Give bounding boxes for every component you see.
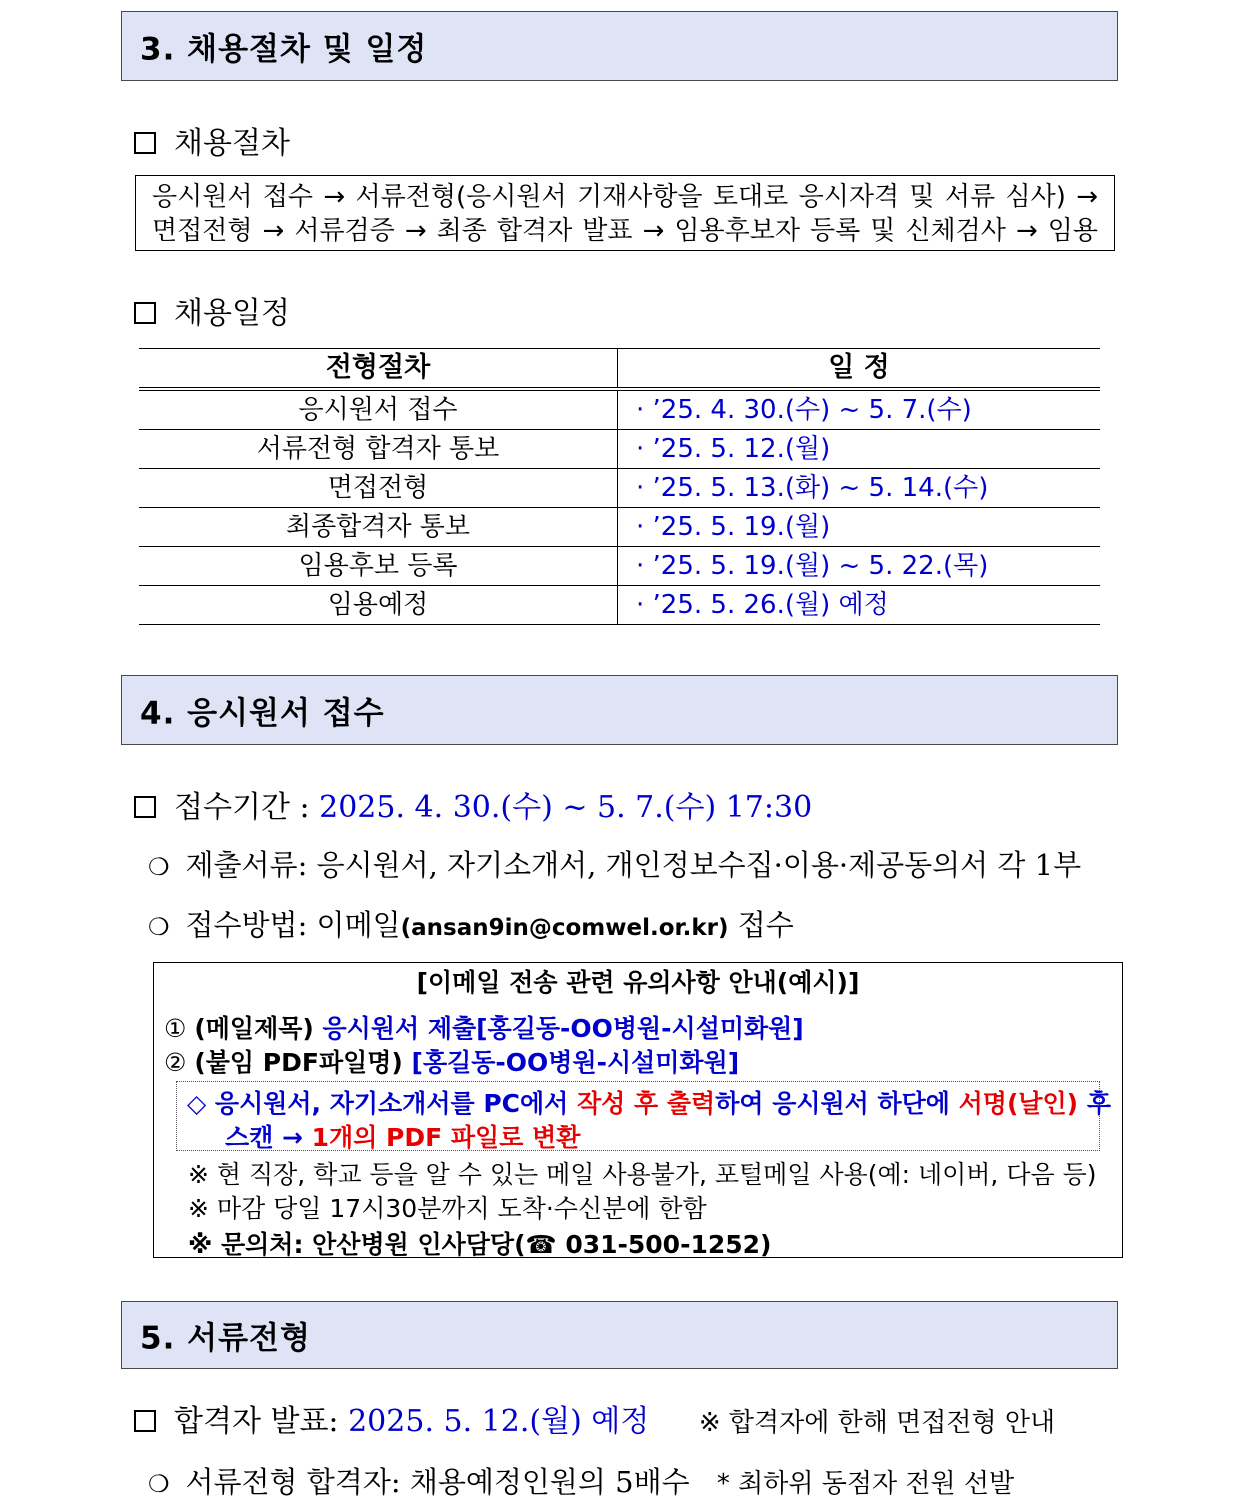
square-bullet-icon: [134, 1410, 156, 1432]
method-email: (ansan9in@comwel.or.kr): [400, 915, 729, 941]
table-row: [139, 547, 1100, 586]
section-4-header: [121, 675, 1118, 745]
notice-title: [이메일 전송 관련 유의사항 안내(예시)]: [416, 968, 860, 997]
table-cell-date: · ’25. 5. 26.(월) 예정: [618, 586, 1101, 625]
procedure-heading: 채용절차: [134, 118, 290, 162]
schedule-table: [139, 348, 1100, 625]
method-line: ❍ 접수방법: 이메일(ansan9in@comwel.or.kr) 접수: [148, 908, 794, 942]
table-cell-date: · ’25. 5. 19.(월) ~ 5. 22.(목): [618, 547, 1101, 586]
docs-value: 응시원서, 자기소개서, 개인정보수집·이용·제공동의서 각 1부: [316, 848, 1082, 882]
table-cell-date: · ’25. 5. 13.(화) ~ 5. 14.(수): [618, 469, 1101, 508]
table-header-row: [139, 349, 1100, 390]
notice-highlight-box: [176, 1081, 1111, 1152]
table-cell-step: 임용예정: [139, 586, 618, 625]
circle-bullet-icon: ❍: [148, 1470, 170, 1498]
table-row: [139, 430, 1100, 469]
table-cell-step: 면접전형: [139, 469, 618, 508]
procedure-box: [135, 175, 1115, 251]
notice-note-1: ※ 현 직장, 학교 등을 알 수 있는 메일 사용불가, 포털메일 사용(예: 네이버, 다음 등): [188, 1160, 1097, 1189]
square-bullet-icon: [134, 796, 156, 818]
square-bullet-icon: [134, 302, 156, 324]
pass-line: ❍ 서류전형 합격자: 채용예정인원의 5배수 * 최하위 동점자 전원 선발: [148, 1465, 1015, 1499]
highlight-line-2: 스캔 → 1개의 PDF 파일로 변환: [225, 1123, 581, 1152]
circle-bullet-icon: ❍: [148, 913, 170, 941]
table-cell-step: 응시원서 접수: [139, 389, 618, 430]
square-bullet-icon: [134, 132, 156, 154]
announce-value: 2025. 5. 12.(월) 예정: [348, 1404, 650, 1439]
section-5-header: [121, 1301, 1118, 1369]
table-row: [139, 389, 1100, 430]
table-header-date: 일 정: [618, 349, 1101, 390]
procedure-line-2: 면접전형 → 서류검증 → 최종 합격자 발표 → 임용후보자 등록 및 신체검사 → 임용: [152, 216, 1098, 246]
table-header-step: 전형절차: [139, 349, 618, 390]
notice-item-1: ① (메일제목) 응시원서 제출[홍길동-OO병원-시설미화원]: [164, 1014, 804, 1043]
table-cell-date: · ’25. 4. 30.(수) ~ 5. 7.(수): [618, 389, 1101, 430]
announce-note: ※ 합격자에 한해 면접전형 안내: [698, 1408, 1056, 1438]
table-row: [139, 586, 1100, 625]
table-row: [139, 508, 1100, 547]
table-cell-step: 임용후보 등록: [139, 547, 618, 586]
table-cell-step: 서류전형 합격자 통보: [139, 430, 618, 469]
table-cell-date: · ’25. 5. 19.(월): [618, 508, 1101, 547]
procedure-line-1: 응시원서 접수 → 서류전형(응시원서 기재사항을 토대로 응시자격 및 서류 심사) →: [152, 182, 1098, 212]
email-notice-box: [153, 962, 1123, 1258]
table-cell-step: 최종합격자 통보: [139, 508, 618, 547]
period-line: 접수기간 : 2025. 4. 30.(수) ~ 5. 7.(수) 17:30: [134, 782, 812, 826]
docs-line: ❍ 제출서류: 응시원서, 자기소개서, 개인정보수집·이용·제공동의서 각 1부: [148, 848, 1082, 882]
circle-bullet-icon: ❍: [148, 853, 170, 881]
notice-contact: ※ 문의처: 안산병원 인사담당(☎ 031-500-1252): [188, 1230, 772, 1259]
section-3-header: [121, 11, 1118, 81]
schedule-heading: 채용일정: [134, 288, 290, 332]
section-4-title: 4. 응시원서 접수: [140, 695, 385, 732]
table-row: [139, 469, 1100, 508]
pass-note: * 최하위 동점자 전원 선발: [716, 1469, 1015, 1499]
section-5-title: 5. 서류전형: [140, 1320, 311, 1357]
section-3-title: 3. 채용절차 및 일정: [140, 31, 428, 68]
notice-item-2: ② (붙임 PDF파일명) [홍길동-OO병원-시설미화원]: [164, 1048, 740, 1077]
period-value: 2025. 4. 30.(수) ~ 5. 7.(수) 17:30: [319, 790, 813, 825]
highlight-line-1: ◇ 응시원서, 자기소개서를 PC에서 작성 후 출력하여 응시원서 하단에 서명(날인) 후: [187, 1089, 1111, 1118]
notice-note-2: ※ 마감 당일 17시30분까지 도착·수신분에 한함: [188, 1194, 707, 1223]
announce-line: 합격자 발표: 2025. 5. 12.(월) 예정 ※ 합격자에 한해 면접전형 안내: [134, 1396, 1055, 1440]
table-cell-date: · ’25. 5. 12.(월): [618, 430, 1101, 469]
